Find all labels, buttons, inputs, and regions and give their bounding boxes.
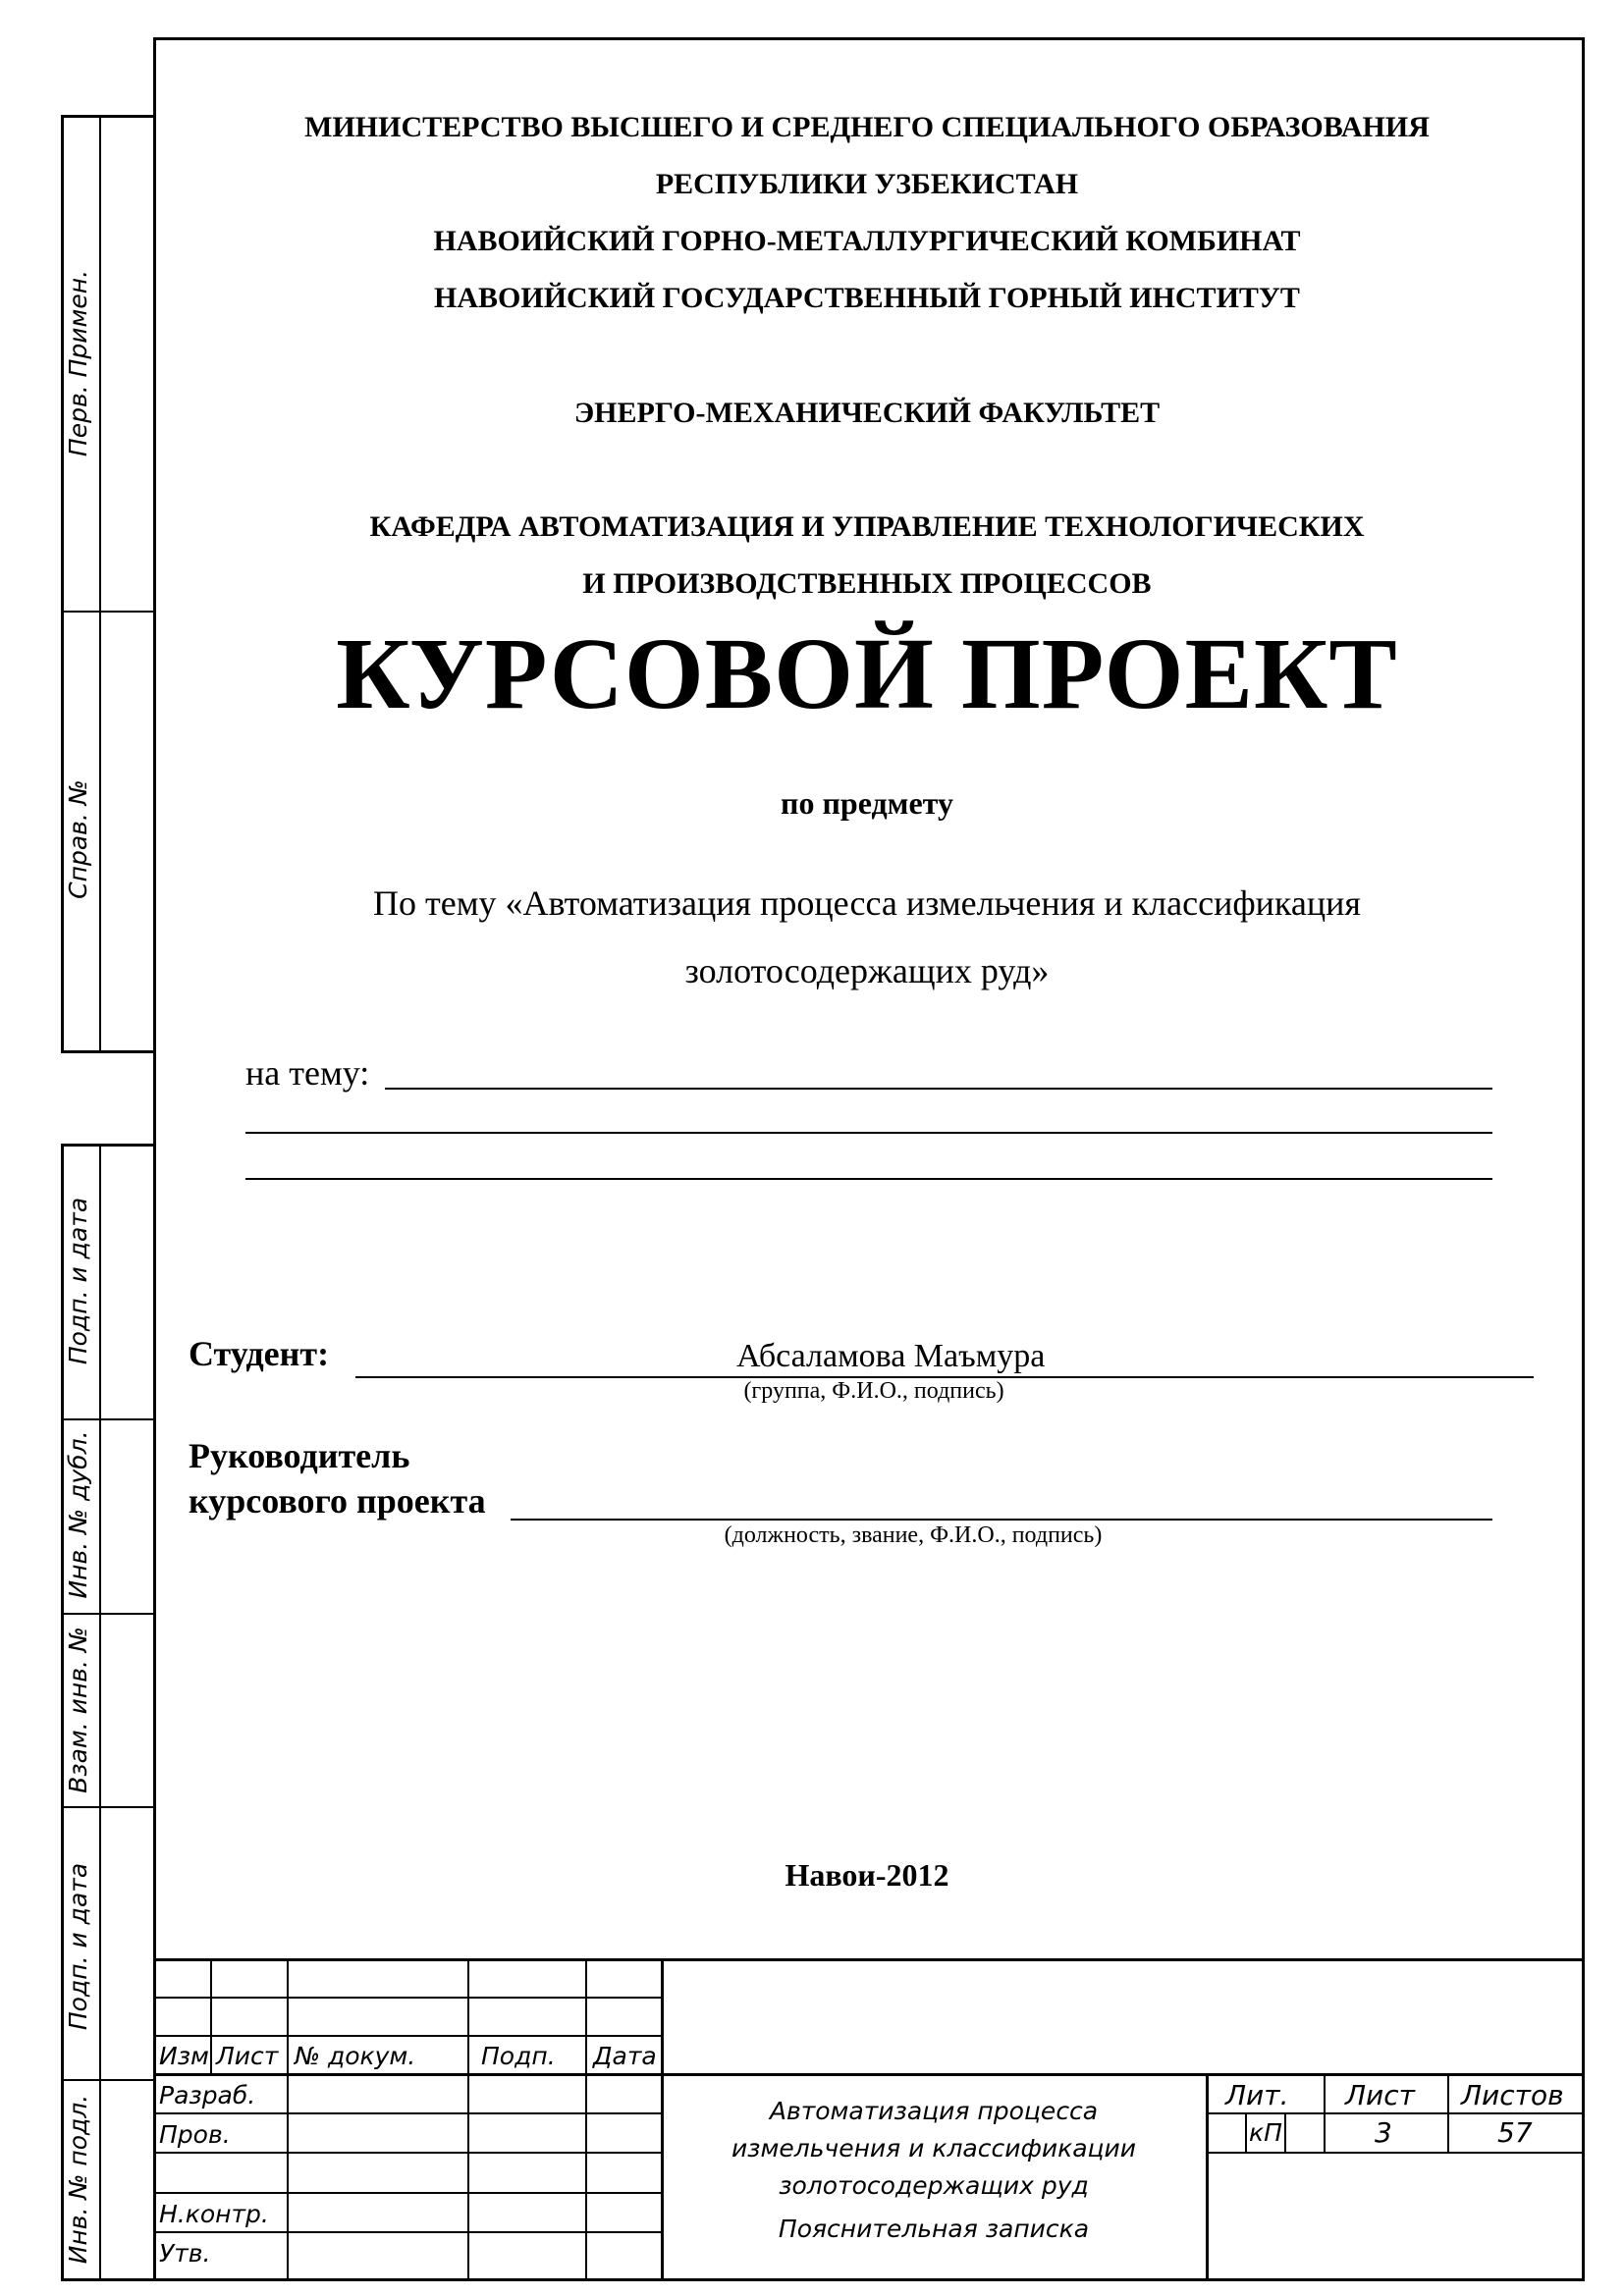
ministry-line-1: МИНИСТЕРСТВО ВЫСШЕГО И СРЕДНЕГО СПЕЦИАЛЬНОГО ОБРАЗОВАНИЯ — [304, 111, 1430, 143]
stamp-sheets-label: Листов — [1461, 2079, 1564, 2111]
theme-line-3 — [245, 1178, 1492, 1180]
stamp-razrab: Разраб. — [159, 2081, 256, 2109]
side-label-vzam-inv-no: Взам. инв. № — [64, 1627, 92, 1793]
side-label-inv-no-dubl: Инв. № дубл. — [64, 1430, 92, 1599]
city-year: Навои-2012 — [785, 1857, 949, 1893]
theme-label: на тему: — [245, 1053, 370, 1093]
theme-line-2 — [245, 1132, 1492, 1134]
stamp-sheet-label: Лист — [1345, 2079, 1415, 2111]
side-label-inv-no-podl: Инв. № подл. — [64, 2094, 92, 2265]
stamp-title-line-1: Автоматизация процесса — [769, 2097, 1099, 2125]
supervisor-caption: (должность, звание, Ф.И.О., подпись) — [724, 1522, 1103, 1548]
stamp-col-doc: № докум. — [295, 2042, 416, 2070]
stamp-lit-label: Лит. — [1225, 2079, 1289, 2111]
stamp-col-list: Лист — [216, 2042, 279, 2070]
theme-line-1 — [385, 1088, 1492, 1090]
student-name: Абсаламова Маъмура — [736, 1338, 1046, 1374]
combine-name: НАВОИЙСКИЙ ГОРНО-МЕТАЛЛУРГИЧЕСКИЙ КОМБИНАТ — [433, 225, 1301, 257]
stamp-n-kontr: Н.контр. — [159, 2200, 269, 2228]
student-caption: (группа, Ф.И.О., подпись) — [743, 1378, 1004, 1404]
topic-line-1: По тему «Автоматизация процесса измельчения и классификация — [373, 883, 1361, 923]
faculty-name: ЭНЕРГО-МЕХАНИЧЕСКИЙ ФАКУЛЬТЕТ — [573, 397, 1161, 429]
stamp-title-line-2: измельчения и классификации — [731, 2134, 1137, 2163]
stamp-prov: Пров. — [159, 2120, 231, 2149]
supervisor-label-line-1: Руководитель — [189, 1436, 410, 1475]
subject-label: по предмету — [781, 785, 953, 821]
department-line-1: КАФЕДРА АВТОМАТИЗАЦИЯ И УПРАВЛЕНИЕ ТЕХНОЛОГИЧЕСКИХ — [369, 510, 1365, 543]
supervisor-signature-line — [511, 1519, 1492, 1521]
institute-name: НАВОИЙСКИЙ ГОСУДАРСТВЕННЫЙ ГОРНЫЙ ИНСТИТУТ — [434, 282, 1300, 314]
stamp-col-data: Дата — [593, 2042, 657, 2070]
ministry-line-2: РЕСПУБЛИКИ УЗБЕКИСТАН — [655, 168, 1079, 200]
stamp-utv: Утв. — [159, 2239, 211, 2268]
side-label-sprav-no: Справ. № — [64, 779, 92, 899]
side-label-podp-data-2: Подп. и дата — [64, 1862, 92, 2031]
student-label: Студент: — [189, 1334, 330, 1373]
stamp-title-line-3: золотосодержащих руд — [779, 2171, 1089, 2200]
side-label-perv-primen: Перв. Примен. — [64, 269, 92, 457]
stamp-col-izm: Изм — [159, 2042, 209, 2070]
supervisor-label-line-2: курсового проекта — [189, 1481, 486, 1521]
document-title: КУРСОВОЙ ПРОЕКТ — [336, 617, 1398, 730]
stamp-col-podp: Подп. — [481, 2042, 556, 2070]
topic-line-2: золотосодержащих руд» — [684, 951, 1050, 990]
stamp-sheet-value: 3 — [1375, 2116, 1392, 2149]
department-line-2: И ПРОИЗВОДСТВЕННЫХ ПРОЦЕССОВ — [582, 567, 1152, 600]
stamp-title-line-4: Пояснительная записка — [778, 2215, 1090, 2243]
stamp-sheets-value: 57 — [1497, 2116, 1533, 2149]
stamp-lit-value: кП — [1249, 2118, 1282, 2147]
side-label-podp-data-1: Подп. и дата — [64, 1197, 92, 1365]
